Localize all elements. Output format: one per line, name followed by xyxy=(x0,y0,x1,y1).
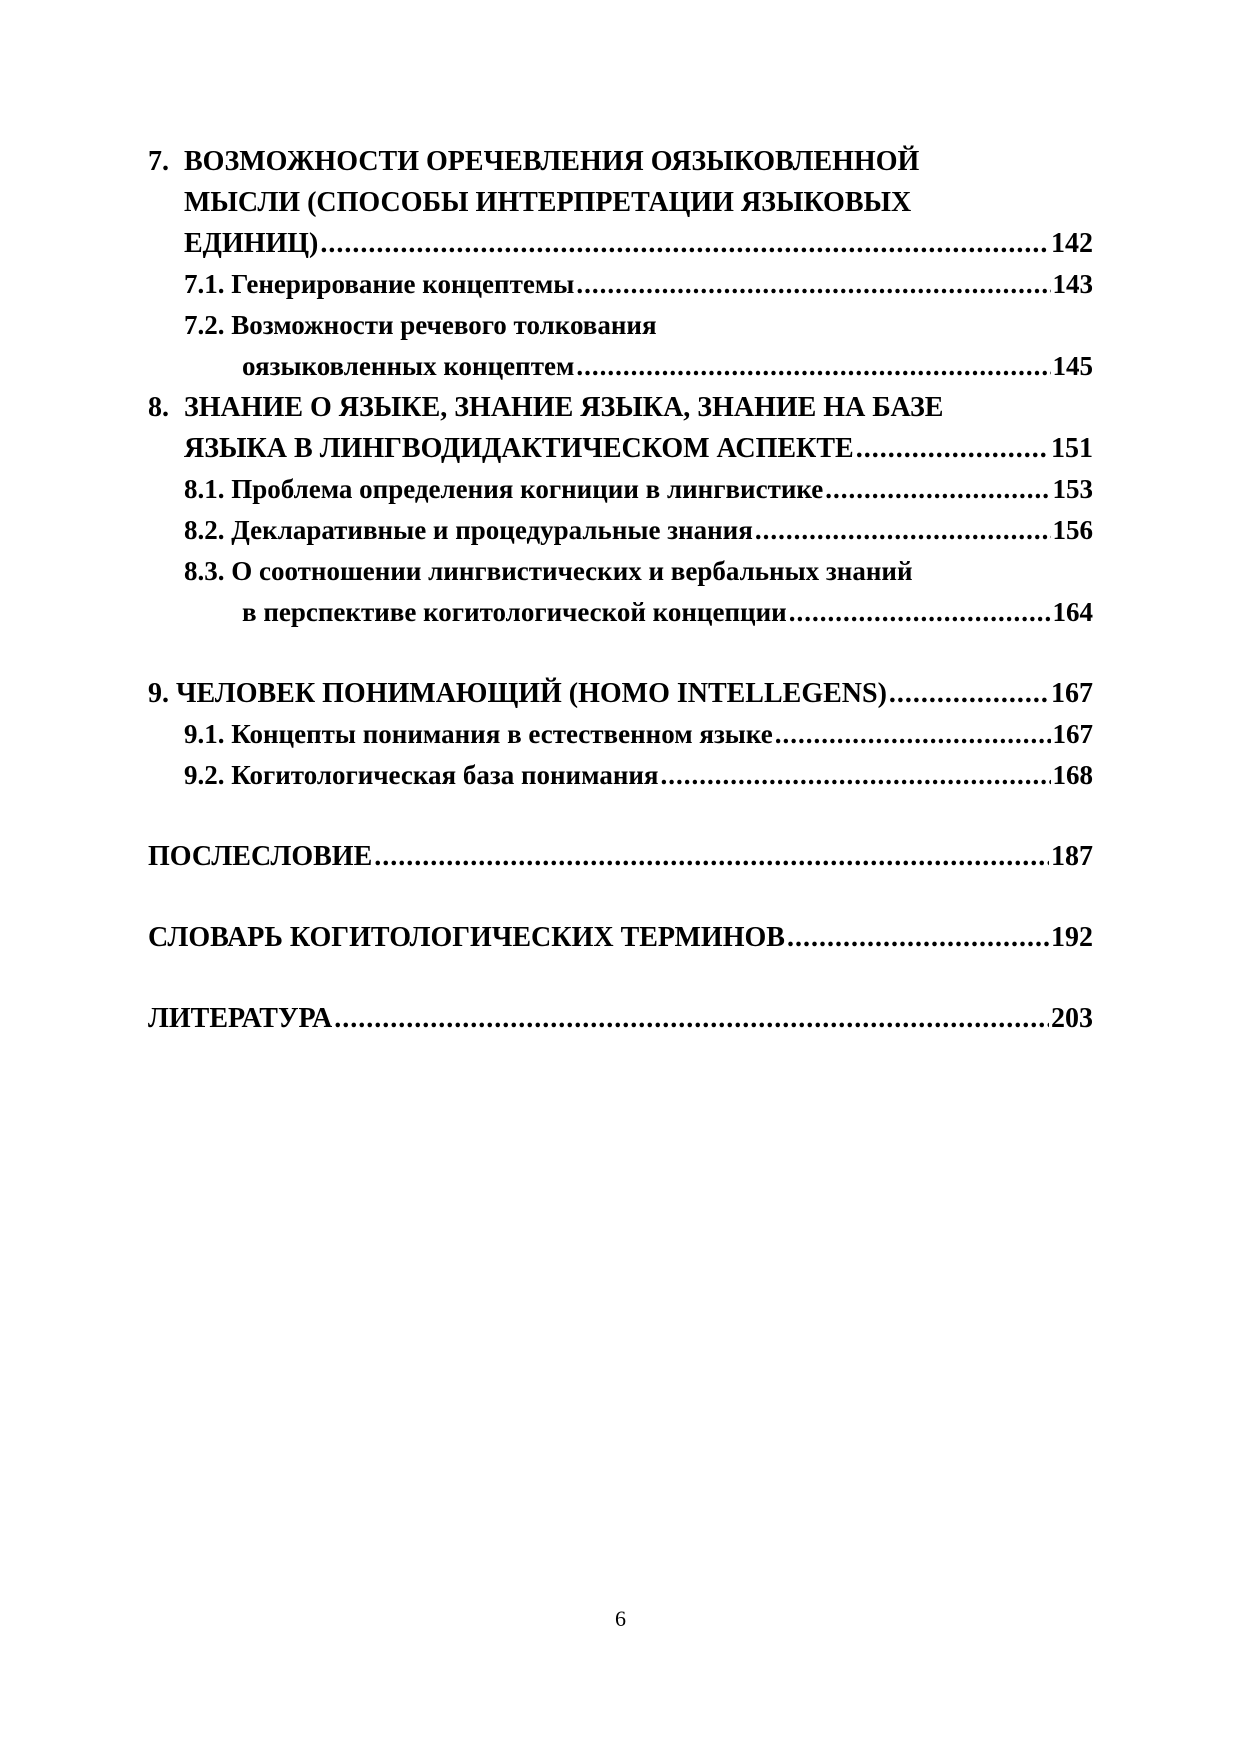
footer-page-number: 6 xyxy=(615,1606,626,1631)
toc-page-number: 192 xyxy=(1051,922,1093,953)
toc-entry-7-1 xyxy=(148,264,1093,305)
toc-entry-title: 7.2. Возможности речевого толкования xyxy=(184,310,657,340)
toc-entry-ch7-line1 xyxy=(148,141,1093,182)
dot-leader xyxy=(374,836,1049,877)
toc-entry-ch7-line3 xyxy=(148,223,1093,264)
toc-entry-number: 7. xyxy=(148,146,169,177)
toc-page-number: 153 xyxy=(1052,474,1093,504)
toc-entry-title: в перспективе когитологической концепции xyxy=(242,597,787,627)
spacer xyxy=(148,796,1093,836)
toc-entry-8-3-line1 xyxy=(148,551,1093,592)
toc-page-number: 167 xyxy=(1051,678,1093,709)
toc-entry-title: ЯЗЫКА В ЛИНГВОДИДАКТИЧЕСКОМ АСПЕКТЕ xyxy=(184,433,854,464)
dot-leader xyxy=(320,223,1049,264)
toc-entry-ch8-line1 xyxy=(148,387,1093,428)
toc-entry-8-2 xyxy=(148,510,1093,551)
toc-entry-8-1 xyxy=(148,469,1093,510)
toc-entry-ch7-line2 xyxy=(148,182,1093,223)
table-of-contents xyxy=(148,141,1093,1039)
toc-entry-title: ЛИТЕРАТУРА xyxy=(148,1003,333,1034)
toc-entry-ch8-line2 xyxy=(148,428,1093,469)
dot-leader xyxy=(576,346,1050,387)
dot-leader xyxy=(889,673,1049,714)
dot-leader xyxy=(787,917,1049,958)
toc-entry-7-2-line2 xyxy=(148,346,1093,387)
toc-entry-title: ЕДИНИЦ) xyxy=(184,228,319,259)
dot-leader xyxy=(661,755,1051,796)
toc-entry-title: ПОСЛЕСЛОВИЕ xyxy=(148,841,373,872)
toc-page-number: 164 xyxy=(1052,597,1093,627)
toc-page-number: 187 xyxy=(1051,841,1093,872)
toc-page-number: 143 xyxy=(1052,269,1093,299)
toc-entry-title: МЫСЛИ (СПОСОБЫ ИНТЕРПРЕТАЦИИ ЯЗЫКОВЫХ xyxy=(184,187,912,218)
toc-entry-number: 8. xyxy=(148,392,169,423)
toc-entry-glossary xyxy=(148,917,1093,958)
toc-entry-title: оязыковленных концептем xyxy=(242,351,575,381)
dot-leader xyxy=(856,428,1049,469)
dot-leader xyxy=(755,510,1051,551)
spacer xyxy=(148,877,1093,917)
toc-entry-title: 8.2. Декларативные и процедуральные знания xyxy=(184,515,753,545)
spacer xyxy=(148,958,1093,998)
toc-entry-title: 9.2. Когитологическая база понимания xyxy=(184,760,659,790)
toc-page-number: 156 xyxy=(1052,515,1093,545)
toc-page-number: 151 xyxy=(1051,433,1093,464)
toc-page-number: 203 xyxy=(1051,1003,1093,1034)
toc-entry-7-2-line1 xyxy=(148,305,1093,346)
toc-entry-9-1 xyxy=(148,714,1093,755)
dot-leader xyxy=(825,469,1050,510)
toc-entry-title: 8.3. О соотношении лингвистических и вербальных знаний xyxy=(184,556,913,586)
toc-entry-title: ЗНАНИЕ О ЯЗЫКЕ, ЗНАНИЕ ЯЗЫКА, ЗНАНИЕ НА БАЗЕ xyxy=(184,392,944,423)
toc-entry-afterword xyxy=(148,836,1093,877)
toc-entry-title: 9. ЧЕЛОВЕК ПОНИМАЮЩИЙ (HOMO INTELLEGENS) xyxy=(148,678,887,709)
toc-page-number: 167 xyxy=(1052,719,1093,749)
toc-page-number: 168 xyxy=(1052,760,1093,790)
spacer xyxy=(148,633,1093,673)
toc-page-number: 145 xyxy=(1052,351,1093,381)
dot-leader xyxy=(576,264,1050,305)
toc-entry-title: 8.1. Проблема определения когниции в лингвистике xyxy=(184,474,824,504)
toc-entry-title: 7.1. Генерирование концептемы xyxy=(184,269,575,299)
toc-page-number: 142 xyxy=(1051,228,1093,259)
toc-entry-ch9 xyxy=(148,673,1093,714)
toc-entry-literature xyxy=(148,998,1093,1039)
toc-entry-title: ВОЗМОЖНОСТИ ОРЕЧЕВЛЕНИЯ ОЯЗЫКОВЛЕННОЙ xyxy=(184,146,920,177)
dot-leader xyxy=(775,714,1051,755)
toc-entry-title: СЛОВАРЬ КОГИТОЛОГИЧЕСКИХ ТЕРМИНОВ xyxy=(148,922,785,953)
dot-leader xyxy=(789,592,1051,633)
toc-entry-9-2 xyxy=(148,755,1093,796)
toc-entry-8-3-line2 xyxy=(148,592,1093,633)
dot-leader xyxy=(334,998,1049,1039)
toc-entry-title: 9.1. Концепты понимания в естественном языке xyxy=(184,719,773,749)
